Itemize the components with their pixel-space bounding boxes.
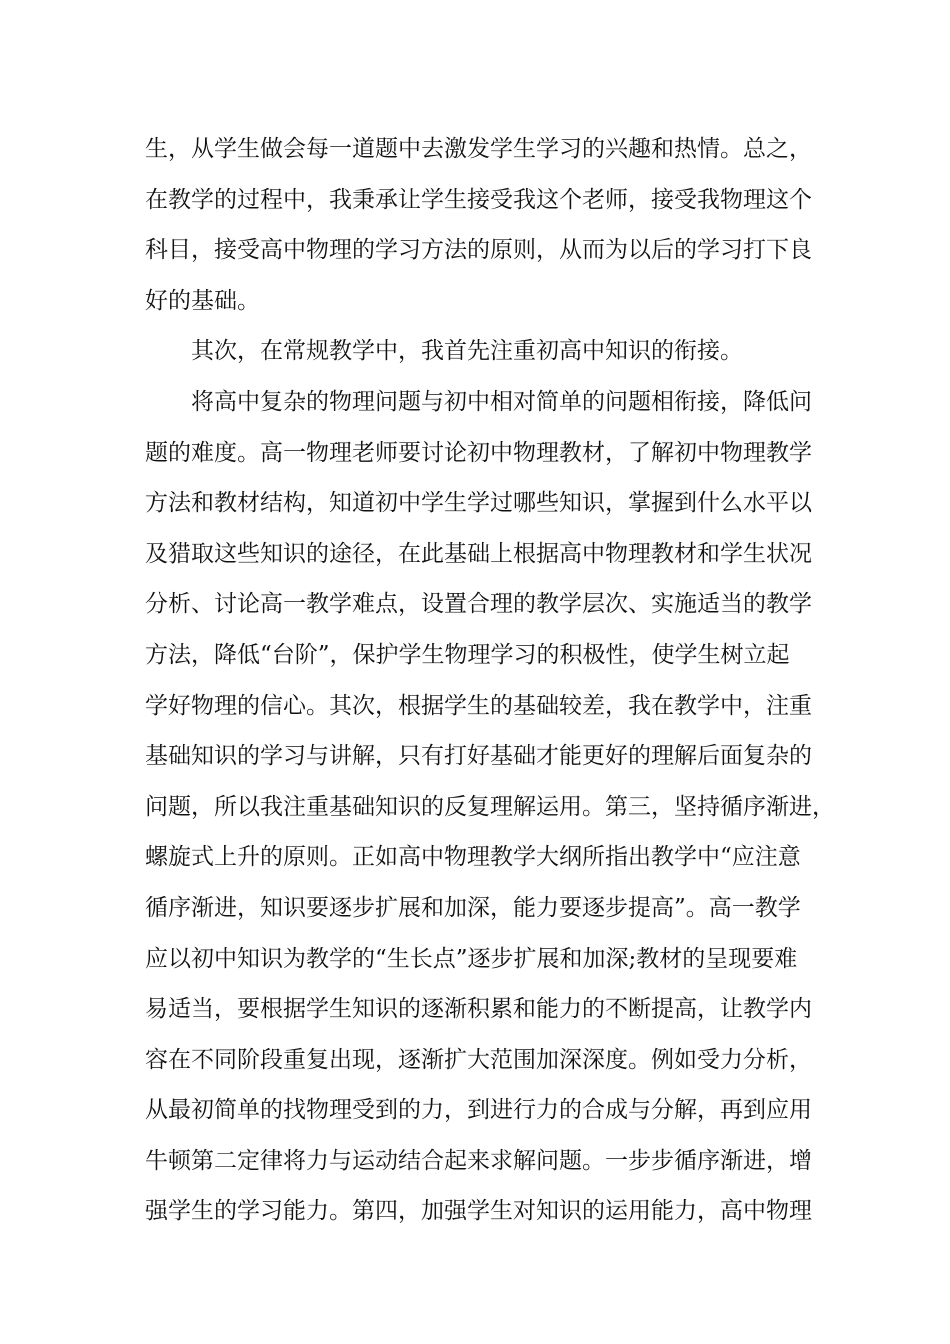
text-line: 科目，接受高中物理的学习方法的原则，从而为以后的学习打下良 bbox=[145, 237, 812, 264]
text-line: 方法，降低“台阶”，保护学生物理学习的积极性，使学生树立起 bbox=[145, 641, 790, 668]
text-line: 好的基础。 bbox=[145, 287, 260, 314]
text-line: 从最初简单的找物理受到的力，到进行力的合成与分解，再到应用 bbox=[145, 1097, 812, 1124]
text-line: 牛顿第二定律将力与运动结合起来求解问题。一步步循序渐进，增 bbox=[145, 1147, 812, 1174]
text-line: 易适当，要根据学生知识的逐渐积累和能力的不断提高，让教学内 bbox=[145, 996, 812, 1023]
body-text bbox=[145, 130, 835, 1243]
text-line: 生，从学生做会每一道题中去激发学生学习的兴趣和热情。总之， bbox=[145, 136, 812, 162]
text-line: 循序渐进，知识要逐步扩展和加深，能力要逐步提高”。高一教学 bbox=[145, 894, 801, 921]
text-line: 容在不同阶段重复出现，逐渐扩大范围加深深度。例如受力分析， bbox=[145, 1046, 812, 1073]
text-line: 基础知识的学习与讲解，只有打好基础才能更好的理解后面复杂的 bbox=[145, 743, 812, 770]
text-line: 问题，所以我注重基础知识的反复理解运用。第三，坚持循序渐进， bbox=[145, 793, 835, 820]
paragraph-heading-line: 其次，在常规教学中，我首先注重初高中知识的衔接。 bbox=[191, 338, 743, 365]
text-line: 在教学的过程中，我秉承让学生接受我这个老师，接受我物理这个 bbox=[145, 186, 812, 213]
text-line: 方法和教材结构，知道初中学生学过哪些知识，掌握到什么水平以 bbox=[145, 490, 812, 517]
text-line: 及猎取这些知识的途径，在此基础上根据高中物理教材和学生状况 bbox=[145, 540, 812, 567]
text-line: 强学生的学习能力。第四，加强学生对知识的运用能力，高中物理 bbox=[145, 1198, 812, 1225]
text-line: 学好物理的信心。其次，根据学生的基础较差，我在教学中，注重 bbox=[145, 692, 812, 719]
text-line: 分析、讨论高一教学难点，设置合理的教学层次、实施适当的教学 bbox=[145, 591, 812, 618]
text-line: 将高中复杂的物理问题与初中相对简单的问题相衔接，降低问 bbox=[191, 388, 812, 415]
text-line: 题的难度。高一物理老师要讨论初中物理教材，了解初中物理教学 bbox=[145, 439, 812, 466]
text-line: 螺旋式上升的原则。正如高中物理教学大纲所指出教学中“应注意 bbox=[145, 844, 801, 871]
text-line: 应以初中知识为教学的“生长点”逐步扩展和加深;教材的呈现要难 bbox=[145, 945, 798, 972]
